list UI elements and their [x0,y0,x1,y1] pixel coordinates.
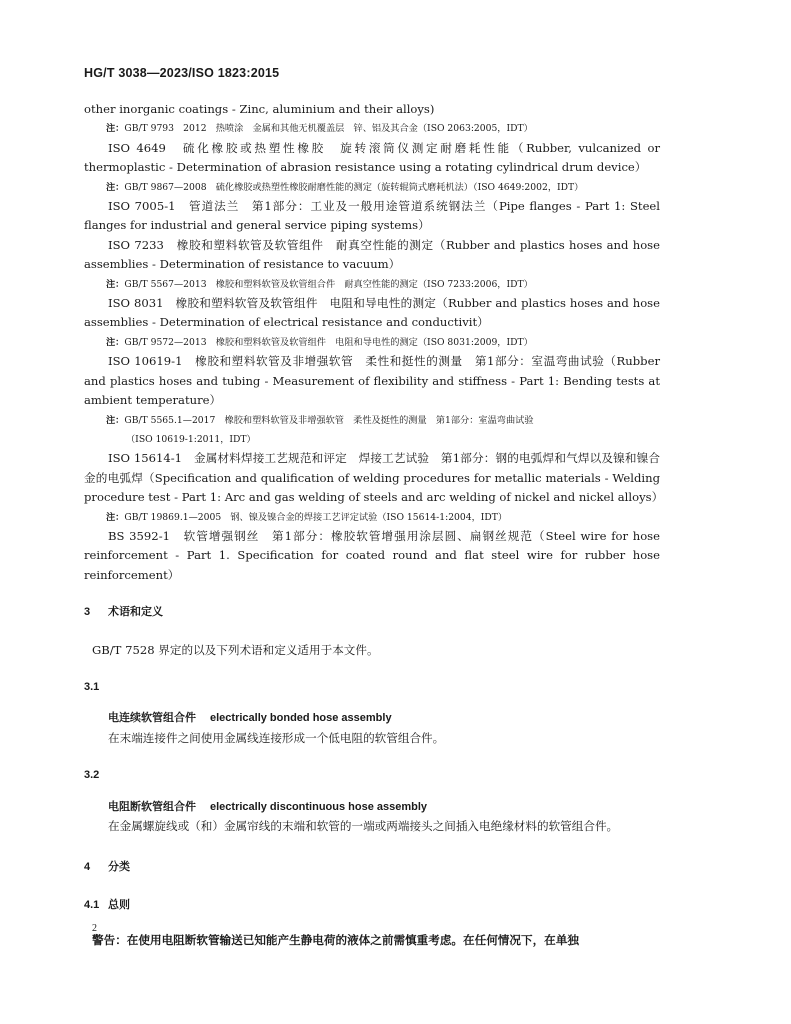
note-text: GB/T 9793 2012 热喷涂 金属和其他无机覆盖层 锌、铝及其合金（ISO 2063:2005，IDT） [124,123,533,135]
term-3-1-number: 3.1 [84,680,100,693]
term-zh: 电连续软管组合件 [108,711,196,725]
reference-note [106,508,660,527]
section-3-heading [84,603,660,622]
note-text: GB/T 5565.1—2017 橡胶和塑料软管及非增强软管 柔性及挺性的测量 第1部分：室温弯曲试验 [124,414,534,426]
term-en: electrically discontinuous hose assembly [210,800,428,813]
reference-note [106,178,660,197]
term-en: electrically bonded hose assembly [210,712,392,725]
section-3-intro: GB/T 7528 界定的以及下列术语和定义适用于本文件。 [92,642,379,657]
term-3-2-number: 3.2 [84,769,100,782]
reference-iso-10619-1: ISO 10619-1 橡胶和塑料软管及非增强软管 柔性和挺性的测量 第1部分：室温弯曲试验（Rubber and plastics hoses and tubing - Measurement of flexibility and stiffness - Part 1: Bending tests at ambient temperature） [84,354,660,408]
section-number: 4.1 [84,898,100,911]
section-title: 总则 [108,898,130,911]
reference-iso-7233: ISO 7233 橡胶和塑料软管及软管组件 耐真空性能的测定（Rubber and plastics hoses and hose assemblies - Determination of resistance to vacuum） [84,237,660,272]
note-label: 注： [106,414,125,425]
term-3-1-definition: 在末端连接件之间使用金属线连接形成一个低电阻的软管组合件。 [108,730,445,745]
reference-note [106,333,660,352]
reference-iso-15614-1: ISO 15614-1 金属材料焊接工艺规范和评定 焊接工艺试验 第1部分：钢的电弧焊和气焊以及镍和镍合金的电弧焊（Specification and qualification of welding procedures for metallic materials - Welding procedure test - Part 1: Arc and gas welding of steels and arc welding of nickel and nickel alloys） [84,451,664,505]
note-label: 注： [106,181,125,192]
reference-iso-8031: ISO 8031 橡胶和塑料软管及软管组件 电阻和导电性的测定（Rubber and plastics hoses and hose assemblies - Determination of electrical resistance and conductivit） [84,296,660,330]
term-3-1-title [108,708,660,728]
note-label: 注： [106,336,125,347]
section-number: 3 [84,606,91,619]
note-text: GB/T 5567—2013 橡胶和塑料软管及软管组合件 耐真空性能的测定（ISO 7233:2006，IDT） [124,278,533,290]
reference-iso-4649: ISO 4649 硫化橡胶或热塑性橡胶 旋转滚筒仪测定耐磨耗性能（Rubber, vulcanized or thermoplastic - Determination of abrasion resistance using a rotating cylindrical drum device） [84,140,660,175]
note-label: 注： [106,123,125,134]
section-number: 4 [84,861,91,874]
term-3-2-title [108,797,660,817]
term-zh: 电阻断软管组合件 [108,799,196,813]
reference-note [106,275,660,294]
section-title: 分类 [108,861,130,874]
warning-paragraph: 警告：在使用电阻断软管输送已知能产生静电荷的液体之前需慎重考虑。在任何情况下，在单独 [92,933,579,948]
note-label: 注： [106,278,125,289]
reference-continuation: other inorganic coatings - Zinc, aluminium and their alloys) [84,102,435,116]
reference-bs-3592-1: BS 3592-1 软管增强钢丝 第1部分：橡胶软管增强用涂层圆、扁钢丝规范（Steel wire for hose reinforcement - Part 1. Specification for coated round and flat steel wire for rubber hose reinforcement） [84,528,660,582]
note-text-continuation: （ISO 10619-1:2011，IDT） [126,433,256,445]
term-3-2-definition: 在金属螺旋线或（和）金属帘线的末端和软管的一端或两端接头之间插入电绝缘材料的软管组合件。 [108,819,619,833]
note-text: GB/T 19869.1—2005 钢、镍及镍合金的焊接工艺评定试验（ISO 15614-1:2004，IDT） [124,511,508,523]
section-4-1-heading [84,896,660,915]
note-text: GB/T 9867—2008 硫化橡胶或热塑性橡胶耐磨性能的测定（旋转辊筒式磨耗机法）（ISO 4649:2002，IDT） [124,181,584,193]
document-body [84,100,664,951]
section-title: 术语和定义 [108,606,163,619]
reference-note [106,411,660,450]
note-label: 注： [106,511,125,522]
reference-iso-7005-1: ISO 7005-1 管道法兰 第1部分：工业及一般用途管道系统钢法兰（Pipe flanges - Part 1: Steel flanges for industrial and general service piping systems） [84,199,660,233]
page-number: 2 [92,923,97,934]
standard-header: HG/T 3038—2023/ISO 1823:2015 [84,66,280,80]
section-4-heading [84,858,660,877]
reference-note [106,119,660,138]
note-text: GB/T 9572—2013 橡胶和塑料软管及软管组件 电阻和导电性的测定（ISO 8031:2009，IDT） [124,336,533,348]
